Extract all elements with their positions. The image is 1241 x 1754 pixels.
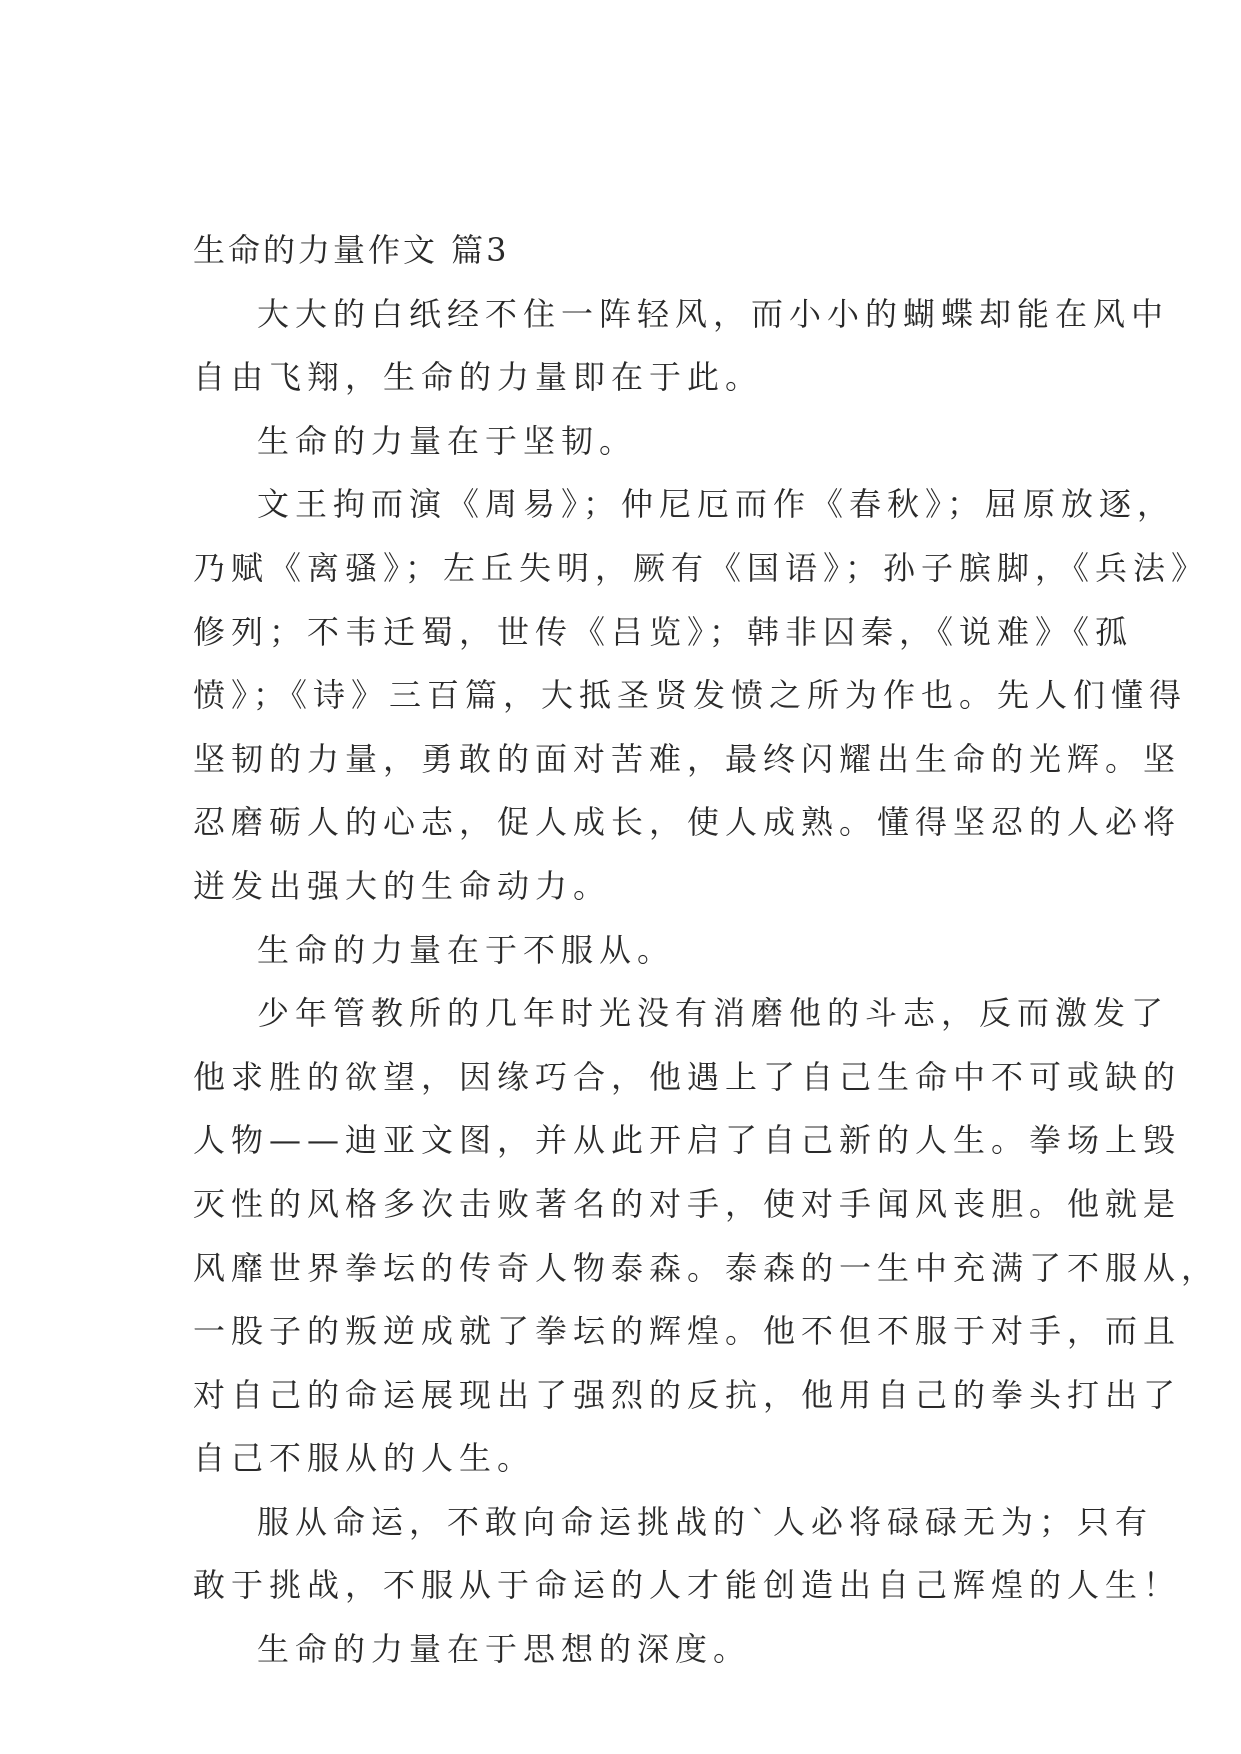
paragraph-7 — [193, 1618, 1063, 1682]
paragraph-line: 坚韧的力量，勇敢的面对苦难，最终闪耀出生命的光辉。坚 — [193, 739, 1182, 778]
paragraph-line: 大大的白纸经不住一阵轻风，而小小的蝴蝶却能在风中 — [257, 294, 1170, 333]
paragraph-line: 生命的力量在于不服从。 — [257, 930, 676, 969]
paragraph-line: 他求胜的欲望，因缘巧合，他遇上了自己生命中不可或缺的 — [193, 1057, 1182, 1096]
paragraph-6 — [193, 1491, 1182, 1618]
paragraph-line: 愤》；《诗》三百篇，大抵圣贤发愤之所为作也。先人们懂得 — [193, 676, 1188, 715]
paragraph-line: 自己不服从的人生。 — [193, 1439, 536, 1478]
paragraph-5 — [193, 982, 1220, 1491]
paragraph-1 — [193, 283, 1170, 410]
paragraph-line: 少年管教所的几年时光没有消磨他的斗志，反而激发了 — [257, 994, 1170, 1033]
paragraph-line: 自由飞翔，生命的力量即在于此。 — [193, 358, 764, 397]
paragraph-line: 服从命运，不敢向命运挑战的`人必将碌碌无为；只有 — [257, 1502, 1154, 1541]
paragraph-line: 灭性的风格多次击败著名的对手，使对手闻风丧胆。他就是 — [193, 1184, 1182, 1223]
paragraph-line: 一股子的叛逆成就了拳坛的辉煌。他不但不服于对手，而且 — [193, 1312, 1182, 1351]
paragraph-line: 敢于挑战，不服从于命运的人才能创造出自己辉煌的人生！ — [193, 1566, 1182, 1605]
document-title: 生命的力量作文 篇3 — [193, 231, 510, 269]
paragraph-4 — [193, 919, 1063, 983]
paragraph-line: 生命的力量在于坚韧。 — [257, 421, 638, 460]
paragraph-line: 乃赋《离骚》；左丘失明，厥有《国语》；孙子膑脚，《兵法》 — [193, 548, 1210, 587]
paragraph-line: 迸发出强大的生命动力。 — [193, 866, 612, 905]
paragraph-line: 文王拘而演《周易》；仲尼厄而作《春秋》；屈原放逐， — [257, 485, 1176, 524]
paragraph-line: 人物——迪亚文图，并从此开启了自己新的人生。拳场上毁 — [193, 1121, 1182, 1160]
paragraph-line: 修列；不韦迁蜀，世传《吕览》；韩非囚秦，《说难》《孤 — [193, 612, 1134, 651]
paragraph-line: 风靡世界拳坛的传奇人物泰森。泰森的一生中充满了不服从， — [193, 1248, 1220, 1287]
document-body — [193, 219, 1220, 1682]
paragraph-2 — [193, 410, 1063, 474]
paragraph-line: 对自己的命运展现出了强烈的反抗，他用自己的拳头打出了 — [193, 1375, 1182, 1414]
paragraph-line: 生命的力量在于思想的深度。 — [257, 1630, 752, 1669]
paragraph-line: 忍磨砺人的心志，促人成长，使人成熟。懂得坚忍的人必将 — [193, 803, 1182, 842]
paragraph-3 — [193, 473, 1210, 918]
